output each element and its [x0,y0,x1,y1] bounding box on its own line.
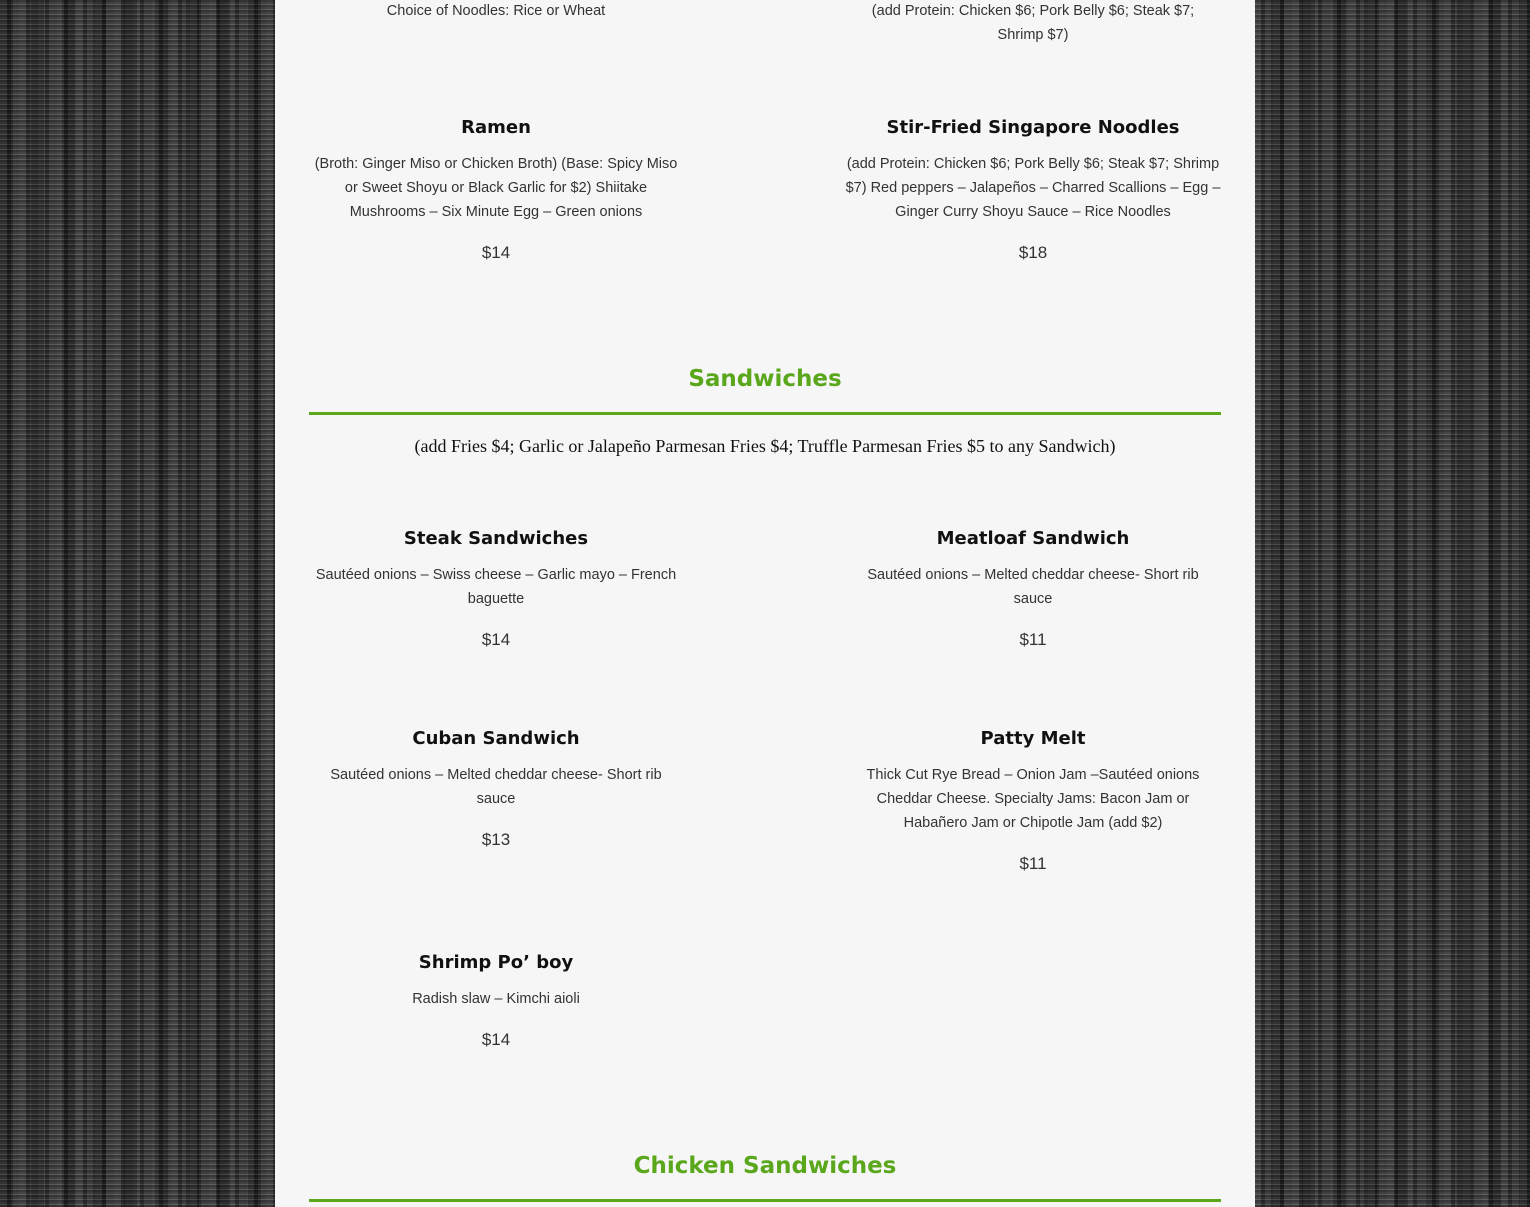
item-description: (add Protein: Chicken $6; Pork Belly $6; Steak $7; Shrimp $7) Red peppers – Jalapeños – Charred Scallions – Egg – Ginger Curry Shoyu Sauce – Rice Noodles [845,156,1221,220]
item-name: Stir-Fried Singapore Noodles [886,117,1180,138]
item-description: Thick Cut Rye Bread – Onion Jam –Sautéed onions Cheddar Cheese. Specialty Jams: Bacon Jam or Habañero Jam or Chipotle Jam (add $2) [866,767,1200,831]
noodle-choice-text: Choice of Noodles: Rice or Wheat [386,3,606,19]
item-name: Steak Sandwiches [403,528,589,549]
menu-panel [275,0,1255,1207]
item-price: $13 [481,830,511,849]
item-description: Sautéed onions – Melted cheddar cheese- Short rib sauce [330,767,662,807]
item-description: Sautéed onions – Swiss cheese – Garlic mayo – French baguette [315,567,677,607]
item-price: $14 [481,630,511,649]
item-description: Sautéed onions – Melted cheddar cheese- Short rib sauce [867,567,1199,607]
menu-item [843,116,1223,263]
item-price: $14 [481,243,511,262]
section-title-chicken-sandwiches: Chicken Sandwiches [633,1153,897,1179]
item-description: Radish slaw – Kimchi aioli [412,991,580,1007]
item-name: Patty Melt [980,728,1086,749]
menu-item [309,116,683,263]
menu-item [321,951,671,1050]
item-name: Cuban Sandwich [412,728,580,749]
item-price: $14 [481,1030,511,1049]
item-description: (Broth: Ginger Miso or Chicken Broth) (Base: Spicy Miso or Sweet Shoyu or Black Garlic for $2) Shiitake Mushrooms – Six Minute Egg – Green onions [314,156,678,220]
item-price: $18 [1018,243,1048,262]
item-price: $11 [1019,630,1047,649]
item-name: Ramen [461,117,531,138]
menu-item [321,727,671,850]
menu-item [309,527,683,650]
protein-addon-text: (add Protein: Chicken $6; Pork Belly $6; Steak $7; Shrimp $7) [871,3,1195,43]
item-name: Meatloaf Sandwich [936,528,1130,549]
menu-item [858,727,1208,874]
item-price: $11 [1019,854,1047,873]
section-title-sandwiches: Sandwiches [688,366,842,392]
item-name: Shrimp Po’ boy [418,952,574,973]
section-divider [309,412,1221,415]
sandwich-fries-note: (add Fries $4; Garlic or Jalapeño Parmesan Fries $4; Truffle Parmesan Fries $5 to any Sandwich) [414,436,1116,456]
menu-item [858,527,1208,650]
section-divider [309,1199,1221,1202]
